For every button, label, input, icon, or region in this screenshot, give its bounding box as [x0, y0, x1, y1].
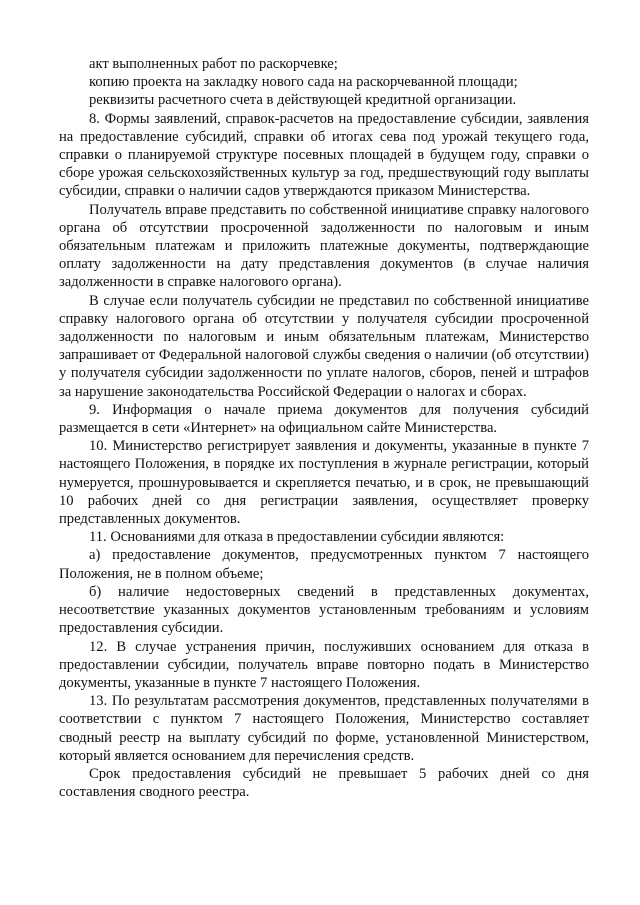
paragraph: 12. В случае устранения причин, послуживших основанием для отказа в предоставлении субсидии, получатель вправе повторно подать в Министерство документы, указанные в пункте 7 настоящего Положения. [59, 638, 589, 691]
paragraph: В случае если получатель субсидии не представил по собственной инициативе справку налогового органа об отсутствии у получателя субсидии просроченной задолженности по налоговым и иным обязательным платежам, Министерство запрашивает от Федеральной налоговой службы сведения о наличии (об отсутствии) у получателя субсидии задолженности по уплате налогов, сборов, пеней и штрафов за нарушение законодательства Российской Федерации о налогах и сборах. [59, 292, 589, 400]
paragraph: 9. Информация о начале приема документов для получения субсидий размещается в сети «Интернет» на официальном сайте Министерства. [59, 401, 589, 437]
paragraph: акт выполненных работ по раскорчевке; [89, 56, 338, 72]
paragraph: 8. Формы заявлений, справок-расчетов на предоставление субсидии, заявления на предоставление субсидий, справки об итогах сева под урожай текущего года, справки о планируемой структуре посевных площадей в будущем году, справки о сборе урожая сельскохозяйственных культур за год, предшествующий году выплаты субсидии, справки о наличии садов утверждаются приказом Министерства. [59, 110, 589, 200]
paragraph: Получатель вправе представить по собственной инициативе справку налогового органа об отсутствии просроченной задолженности по налоговым и иным обязательным платежам и приложить платежные документы, подтверждающие оплату задолженности на дату представления документов (в случае наличия задолженности в справке налогового органа). [59, 201, 589, 291]
paragraph: копию проекта на закладку нового сада на раскорчеванной площади; [89, 74, 518, 91]
paragraph: б) наличие недостоверных сведений в представленных документах, несоответствие указанных документов установленным требованиям и условиям предоставления субсидии. [59, 583, 589, 637]
paragraph: реквизиты расчетного счета в действующей кредитной организации. [89, 92, 517, 109]
document-body [59, 55, 589, 801]
paragraph: 10. Министерство регистрирует заявления и документы, указанные в пункте 7 настоящего Положения, в порядке их поступления в журнале регистрации, который нумеруется, прошнуровывается и скрепляется печатью, и в срок, не превышающий 10 рабочих дней со дня регистрации заявления, осуществляет проверку представленных документов. [59, 438, 589, 528]
paragraph: 11. Основаниями для отказа в предоставлении субсидии являются: [89, 529, 505, 546]
paragraph: а) предоставление документов, предусмотренных пунктом 7 настоящего Положения, не в полном объеме; [59, 547, 589, 582]
paragraph: 13. По результатам рассмотрения документов, представленных получателями в соответствии с пунктом 7 настоящего Положения, Министерство составляет сводный реестр на выплату субсидий по форме, установленной Министерством, который является основанием для перечисления средств. [59, 693, 589, 764]
paragraph: Срок предоставления субсидий не превышает 5 рабочих дней со дня составления сводного реестра. [59, 765, 589, 801]
